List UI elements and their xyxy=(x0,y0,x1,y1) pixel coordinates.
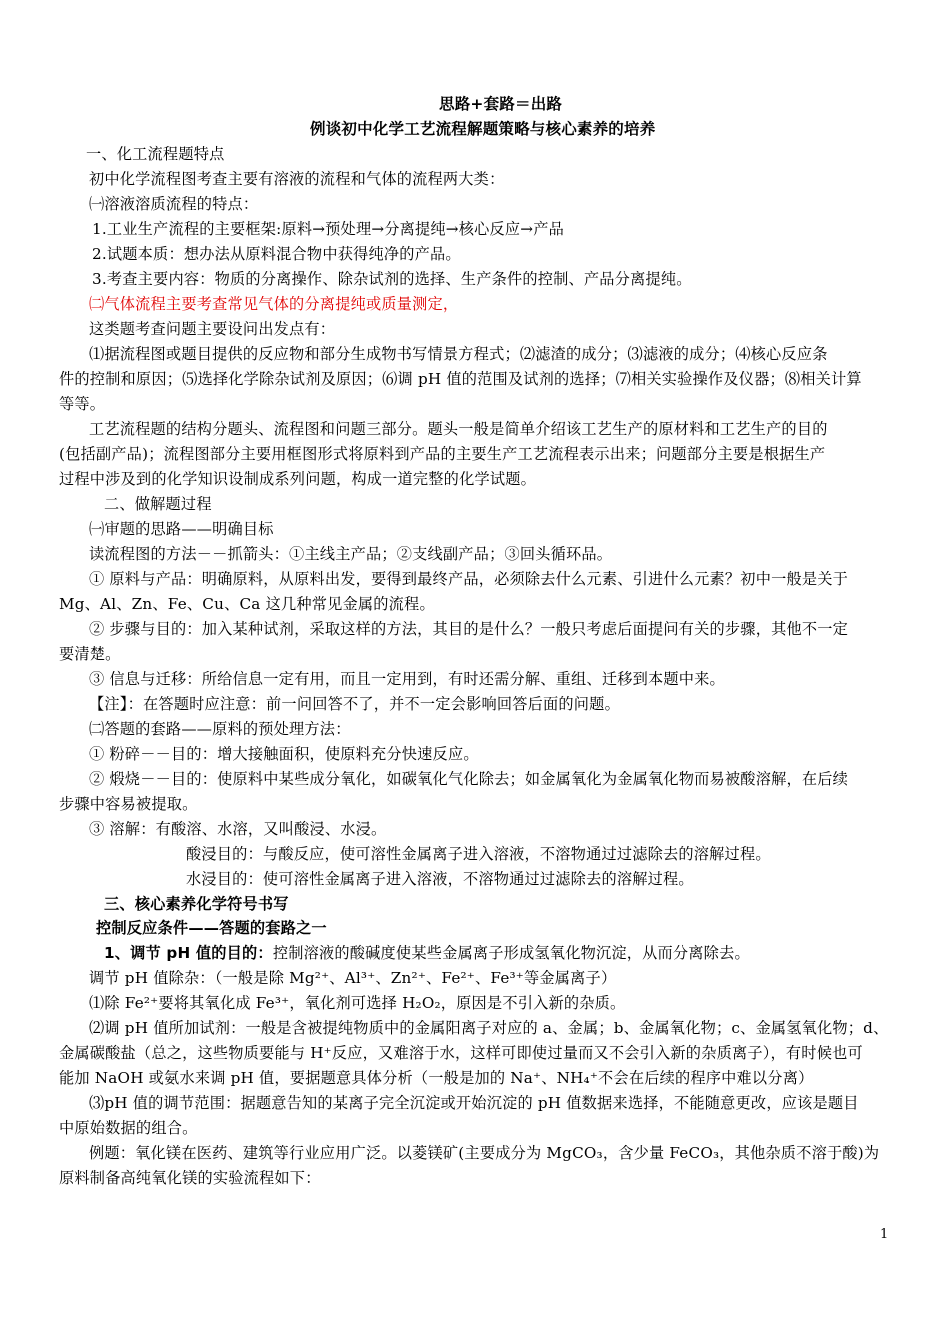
paragraph-line: 调节 pH 值除杂：（一般是除 Mg²⁺、Al³⁺、Zn²⁺、Fe²⁺、Fe³⁺等金属离子） xyxy=(89,969,617,987)
paragraph-line: Mg、Al、Zn、Fe、Cu、Ca 这几种常见金属的流程。 xyxy=(59,595,435,613)
paragraph-line: ① 粉碎－－目的：增大接触面积，使原料充分快速反应。 xyxy=(89,745,479,763)
paragraph-line: 金属碳酸盐（总之，这些物质要能与 H⁺反应，又难溶于水，这样可即使过量而又不会引入新的杂质离子），有时候也可 xyxy=(59,1044,863,1062)
section-heading-2: 二、做解题过程 xyxy=(104,495,212,513)
paragraph-line: 这类题考查问题主要设问出发点有： xyxy=(89,320,336,338)
paragraph-line: ㈡答题的套路——原料的预处理方法： xyxy=(89,720,351,738)
page-number: 1 xyxy=(880,1227,889,1242)
paragraph-line: ⑴据流程图或题目提供的反应物和部分生成物书写情景方程式；⑵滤渣的成分；⑶滤液的成分；⑷核心反应条 xyxy=(89,345,828,363)
paragraph-line: 要清楚。 xyxy=(59,645,121,663)
line-text: 控制溶液的酸碱度使某些金属离子形成氢氧化物沉淀，从而分离除去。 xyxy=(272,944,750,962)
paragraph-line: 3.考查主要内容：物质的分离操作、除杂试剂的选择、生产条件的控制、产品分离提纯。 xyxy=(92,270,692,288)
paragraph-line: 初中化学流程图考查主要有溶液的流程和气体的流程两大类： xyxy=(89,170,505,188)
paragraph-line: (包括副产品)；流程图部分主要用框图形式将原料到产品的主要生产工艺流程表示出来；问题部分主要是根据生产 xyxy=(59,445,826,463)
paragraph-line: ⑴除 Fe²⁺要将其氧化成 Fe³⁺，氧化剂可选择 H₂O₂，原因是不引入新的杂质。 xyxy=(89,994,626,1012)
paragraph-line: ㈠溶液溶质流程的特点： xyxy=(89,195,259,213)
paragraph-line: 中原始数据的组合。 xyxy=(59,1119,198,1137)
paragraph-line: ⑶pH 值的调节范围：据题意告知的某离子完全沉淀或开始沉淀的 pH 值数据来选择，不能随意更改，应该是题目 xyxy=(89,1094,859,1112)
subtitle: 例谈初中化学工艺流程解题策略与核心素养的培养 xyxy=(310,120,656,138)
note-line: 【注】：在答题时应注意：前一问回答不了，并不一定会影响回答后面的问题。 xyxy=(89,695,620,713)
paragraph-line: ③ 溶解：有酸溶、水溶，又叫酸浸、水浸。 xyxy=(89,820,387,838)
paragraph-line: 原料制备高纯氧化镁的实验流程如下： xyxy=(59,1169,321,1187)
paragraph-line: ③ 信息与迁移：所给信息一定有用，而且一定用到，有时还需分解、重组、迁移到本题中来。 xyxy=(89,670,725,688)
section-heading-1: 一、化工流程题特点 xyxy=(86,145,225,163)
paragraph-line: 能加 NaOH 或氨水来调 pH 值，要据题意具体分析（一般是加的 Na⁺、NH₄⁺不会在后续的程序中难以分离） xyxy=(59,1069,814,1087)
paragraph-line: 过程中涉及到的化学知识设制成系列问题，构成一道完整的化学试题。 xyxy=(59,470,537,488)
paragraph-line: 2.试题本质：想办法从原料混合物中获得纯净的产品。 xyxy=(92,245,461,263)
paragraph-line: 件的控制和原因；⑸选择化学除杂试剂及原因；⑹调 pH 值的范围及试剂的选择；⑺相关实验操作及仪器；⑻相关计算 xyxy=(59,370,862,388)
paragraph-line: 例题：氧化镁在医药、建筑等行业应用广泛。以菱镁矿(主要成分为 MgCO₃，含少量 FeCO₃，其他杂质不溶于酸)为 xyxy=(89,1144,880,1162)
bold-lead: 1、调节 pH 值的目的： xyxy=(104,944,273,962)
section-heading-3: 三、核心素养化学符号书写 xyxy=(104,895,289,913)
paragraph-line: 1.工业生产流程的主要框架:原料→预处理→分离提纯→核心反应→产品 xyxy=(92,220,564,238)
paragraph-line xyxy=(104,942,750,964)
paragraph-line: ㈠审题的思路——明确目标 xyxy=(89,520,274,538)
subsection-heading: 控制反应条件——答题的套路之一 xyxy=(96,919,327,937)
paragraph-line: ② 煅烧－－目的：使原料中某些成分氧化，如碳氧化气化除去；如金属氧化为金属氧化物而易被酸溶解，在后续 xyxy=(89,770,849,788)
paragraph-line: 水浸目的：使可溶性金属离子进入溶液，不溶物通过过滤除去的溶解过程。 xyxy=(186,870,694,888)
main-title: 思路+套路＝出路 xyxy=(439,95,563,113)
paragraph-line: 等等。 xyxy=(59,395,106,413)
paragraph-line: ② 步骤与目的：加入某种试剂，采取这样的方法，其目的是什么？一般只考虑后面提问有关的步骤，其他不一定 xyxy=(89,620,849,638)
paragraph-line: 工艺流程题的结构分题头、流程图和问题三部分。题头一般是简单介绍该工艺生产的原材料和工艺生产的目的 xyxy=(89,420,828,438)
paragraph-line: 读流程图的方法－－抓箭头：①主线主产品；②支线副产品；③回头循环品。 xyxy=(89,545,613,563)
paragraph-line: ⑵调 pH 值所加试剂：一般是含被提纯物质中的金属阳离子对应的 a、金属；b、金属氧化物；c、金属氢氧化物；d、 xyxy=(89,1019,889,1037)
paragraph-line: 酸浸目的：与酸反应，使可溶性金属离子进入溶液，不溶物通过过滤除去的溶解过程。 xyxy=(186,845,771,863)
paragraph-line: 步骤中容易被提取。 xyxy=(59,795,198,813)
highlighted-line: ㈡气体流程主要考查常见气体的分离提纯或质量测定， xyxy=(89,295,459,313)
paragraph-line: ① 原料与产品：明确原料，从原料出发，要得到最终产品，必须除去什么元素、引进什么元素？初中一般是关于 xyxy=(89,570,849,588)
